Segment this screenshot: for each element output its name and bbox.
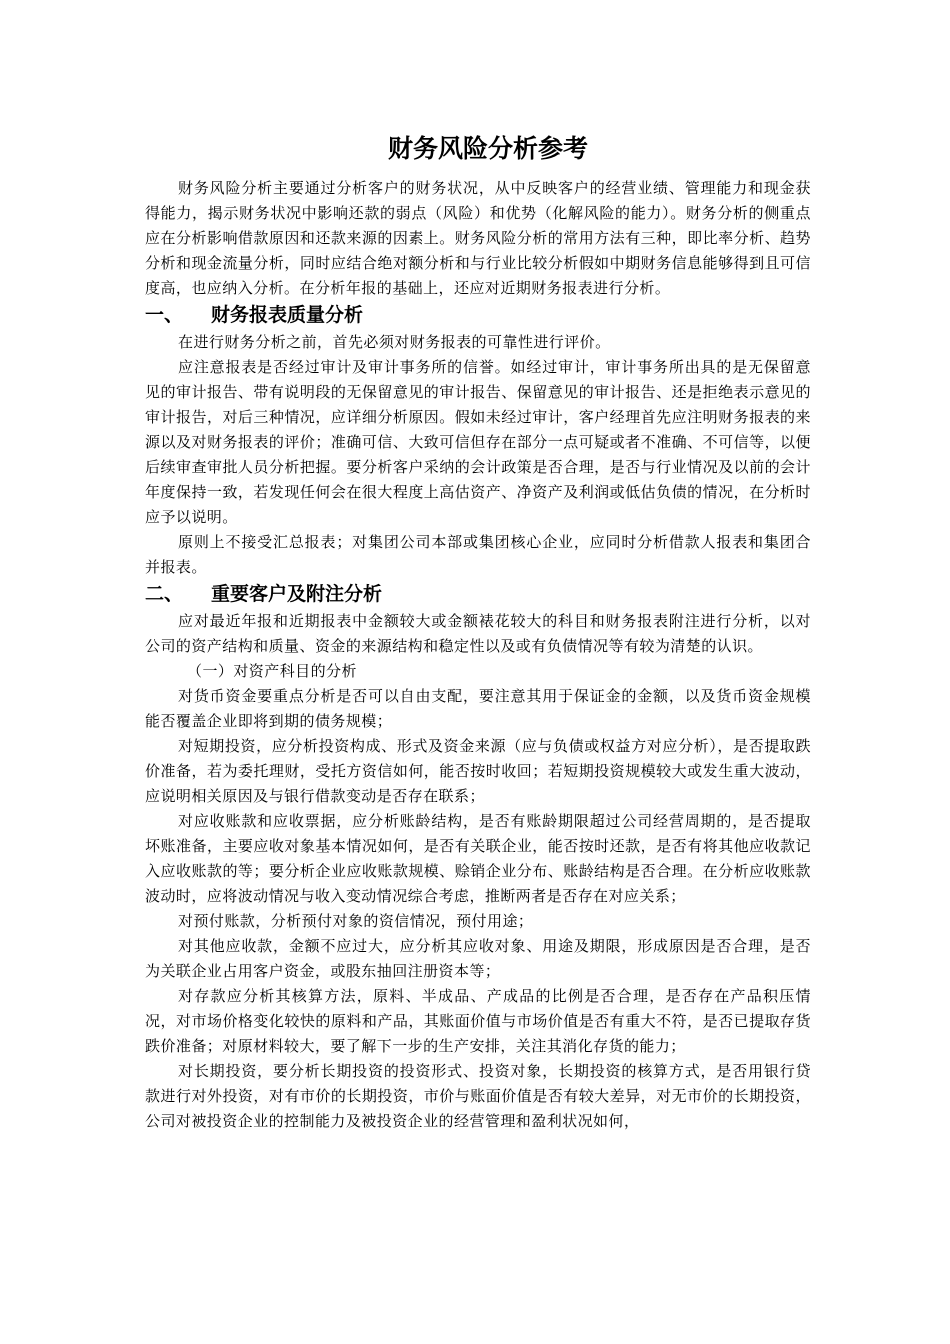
document-body	[145, 176, 811, 1134]
section-1-paragraph: 在进行财务分析之前，首先必须对财务报表的可靠性进行评价。	[178, 333, 611, 351]
section-1-paragraph: 原则上不接受汇总报表；对集团公司本部或集团核心企业，应同时分析借款人报表和集团合并报表。	[145, 533, 811, 576]
section-2-paragraph: 对其他应收款，金额不应过大，应分析其应收对象、用途及期限，形成原因是否合理，是否为关联企业占用客户资金，或股东抽回注册资本等；	[145, 937, 811, 980]
section-2-paragraph: 对长期投资，要分析长期投资的投资形式、投资对象，长期投资的核算方式，是否用银行贷款进行对外投资，对有市价的长期投资，市价与账面价值是否有较大差异，对无市价的长期投资，公司对被投资企业的控制能力及被投资企业的经营管理和盈利状况如何，	[145, 1062, 811, 1130]
section-2-paragraph: 对应收账款和应收票据，应分析账龄结构，是否有账龄期限超过公司经营周期的，是否提取坏账准备，主要应收对象基本情况如何，是否有关联企业，能否按时还款，是否有将其他应收款记入应收账款的等；要分析企业应收账款规模、赊销企业分布、账龄结构是否合理。在分析应收账款波动时，应将波动情况与收入变动情况综合考虑，推断两者是否存在对应关系；	[145, 812, 811, 905]
section-2-number: 二、	[145, 583, 184, 605]
section-2-heading	[145, 580, 811, 609]
intro-paragraph: 财务风险分析主要通过分析客户的财务状况，从中反映客户的经营业绩、管理能力和现金获得能力，揭示财务状况中影响还款的弱点（风险）和优势（化解风险的能力）。财务分析的侧重点应在分析影响借款原因和还款来源的因素上。财务风险分析的常用方法有三种，即比率分析、趋势分析和现金流量分析，同时应结合绝对额分析和与行业比较分析假如中期财务信息能够得到且可信度高，也应纳入分析。在分析年报的基础上，还应对近期财务报表进行分析。	[145, 179, 811, 297]
section-2-title: 重要客户及附注分析	[211, 583, 383, 605]
section-2-paragraph: 对短期投资，应分析投资构成、形式及资金来源（应与负债或权益方对应分析），是否提取跌价准备，若为委托理财，受托方资信如何，能否按时收回；若短期投资规模较大或发生重大波动，应说明相关原因及与银行借款变动是否存在联系；	[145, 737, 811, 805]
section-1-paragraph: 应注意报表是否经过审计及审计事务所的信誉。如经过审计，审计事务所出具的是无保留意见的审计报告、带有说明段的无保留意见的审计报告、保留意见的审计报告、还是拒绝表示意见的审计报告，对后三种情况，应详细分析原因。假如未经过审计，客户经理首先应注明财务报表的来源以及对财务报表的评价；准确可信、大致可信但存在部分一点可疑或者不准确、不可信等，以便后续审查审批人员分析把握。要分析客户采纳的会计政策是否合理，是否与行业情况及以前的会计年度保持一致，若发现任何会在很大程度上高估资产、净资产及利润或低估负债的情况，在分析时应予以说明。	[145, 358, 811, 526]
section-2-paragraph: 对存款应分析其核算方法，原料、半成品、产成品的比例是否合理，是否存在产品积压情况，对市场价格变化较快的原料和产品，其账面价值与市场价值是否有重大不符，是否已提取存货跌价准备；对原材料较大，要了解下一步的生产安排，关注其消化存货的能力；	[145, 987, 811, 1055]
document-title: 财务风险分析参考	[387, 134, 588, 163]
section-1-title: 财务报表质量分析	[211, 304, 364, 326]
section-1-number: 一、	[145, 304, 184, 326]
section-2-paragraph: 对预付账款，分析预付对象的资信情况，预付用途；	[178, 912, 534, 930]
section-2-intro: 应对最近年报和近期报表中金额较大或金额裱花较大的科目和财务报表附注进行分析，以对公司的资产结构和质量、资金的来源结构和稳定性以及或有负债情况等有较为清楚的认识。	[145, 612, 811, 655]
section-2-paragraph: 对货币资金要重点分析是否可以自由支配，要注意其用于保证金的金额，以及货币资金规模能否覆盖企业即将到期的债务规模；	[145, 687, 811, 730]
section-2-subheading: （一）对资产科目的分析	[187, 662, 357, 680]
section-1-heading	[145, 301, 811, 330]
